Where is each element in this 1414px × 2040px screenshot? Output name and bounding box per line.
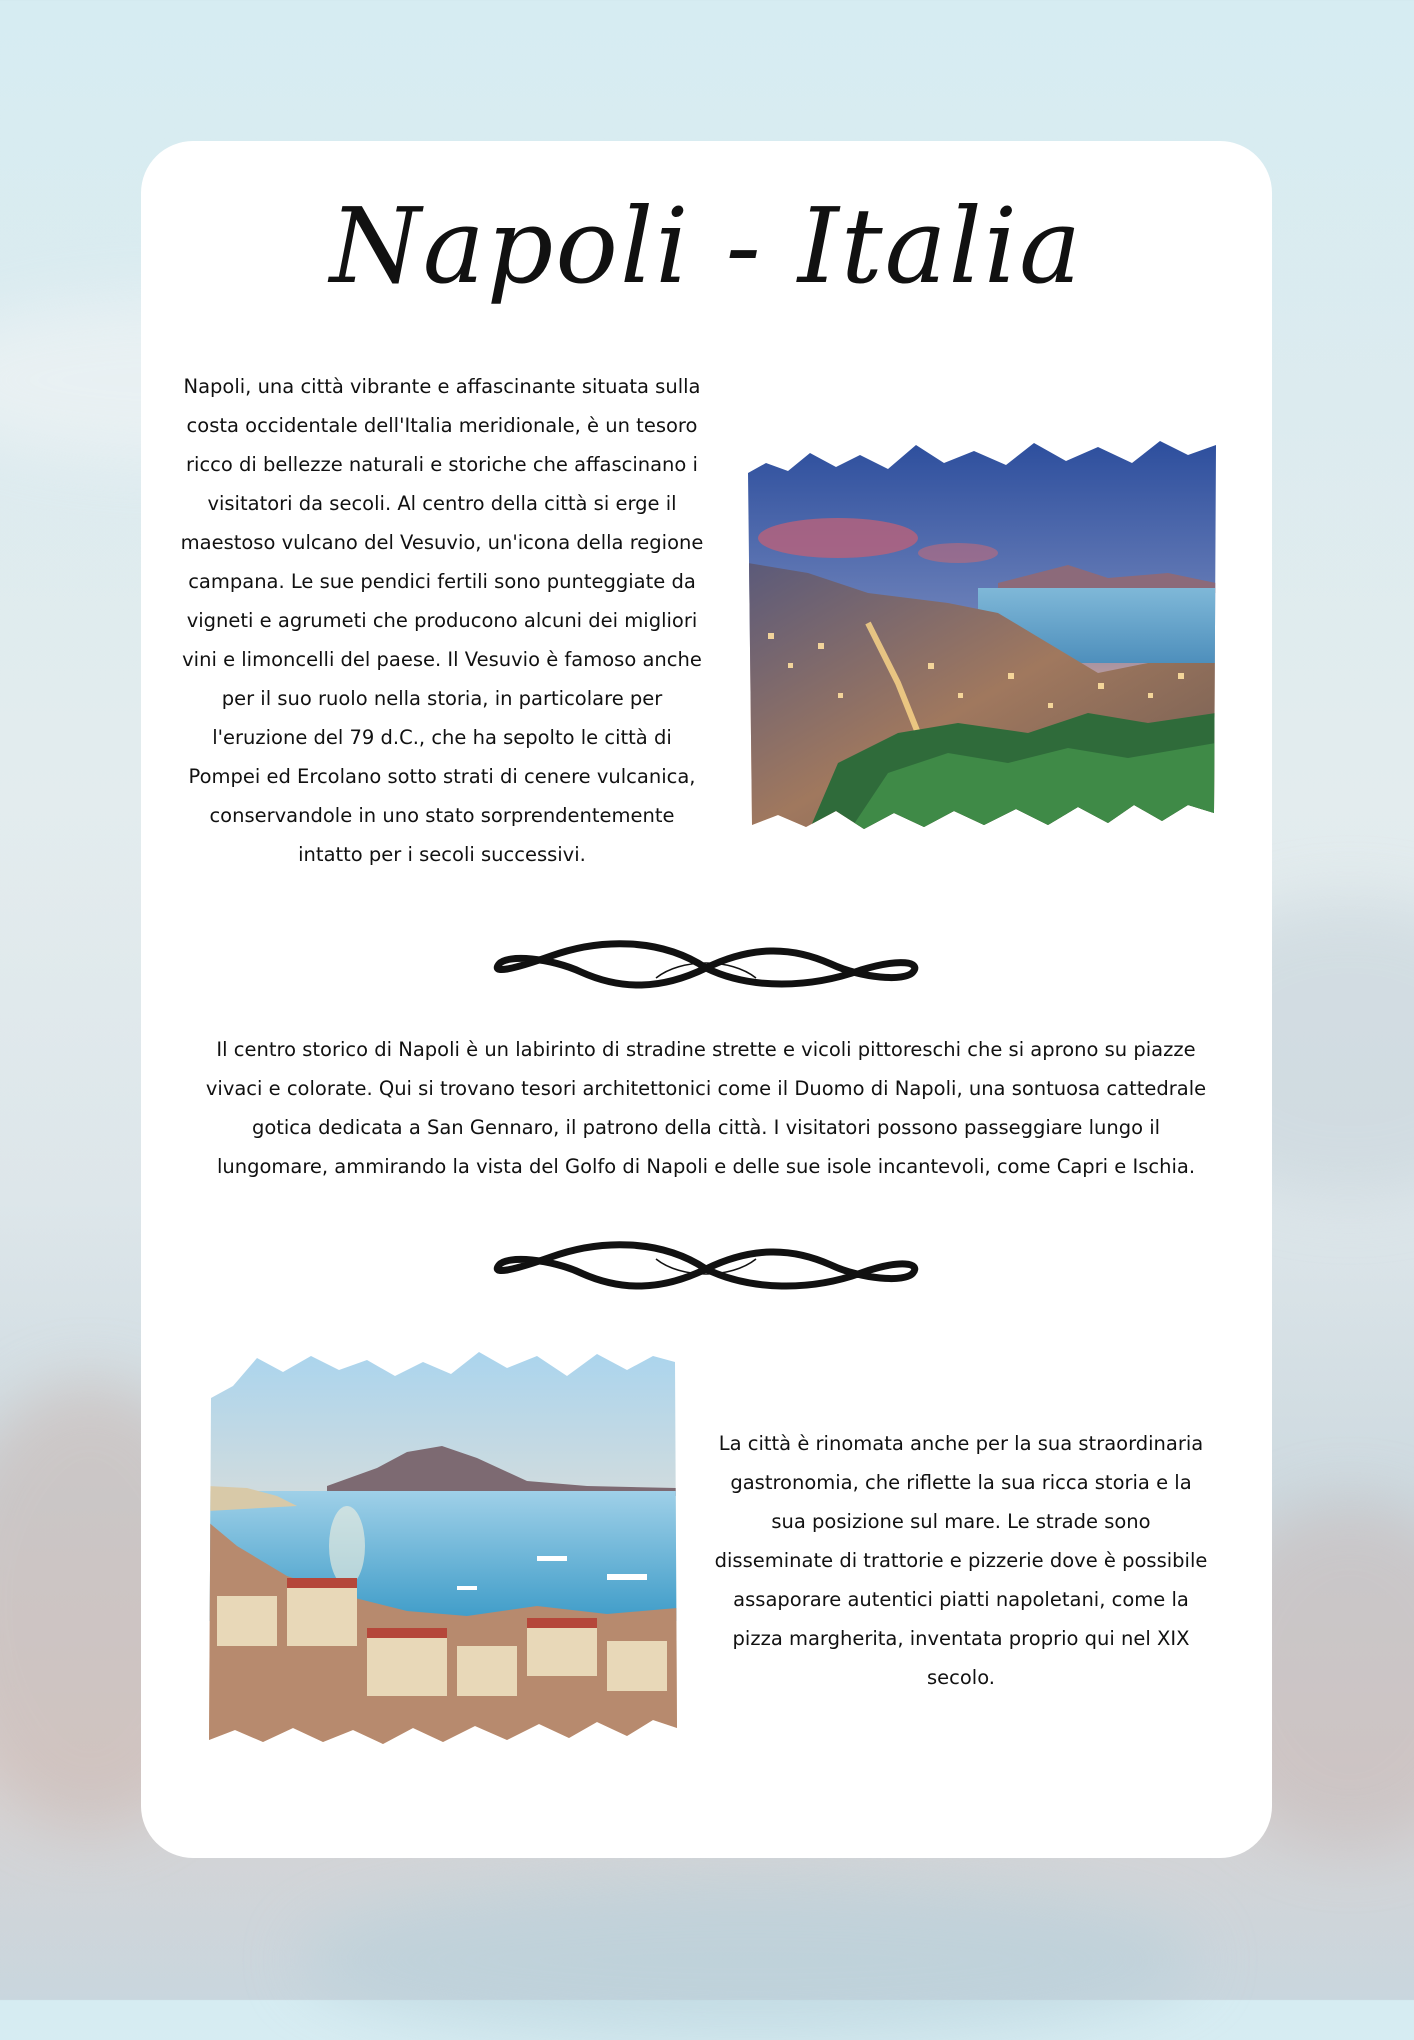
- content-card: [141, 141, 1272, 1858]
- ornamental-divider: [491, 1239, 921, 1299]
- historic-center-paragraph: Il centro storico di Napoli è un labirinto di stradine strette e vicoli pittoreschi che si aprono su piazze vivaci e colorate. Qui si trovano tesori architettonici come il Duomo di Napoli, una sontuosa cattedrale gotica dedicata a San Gennaro, il patrono della città. I visitatori possono passeggiare lungo il lungomare, ammirando la vista del Golfo di Napoli e delle sue isole incantevoli, come Capri e Ischia.: [205, 1038, 1207, 1178]
- gulf-vesuvius-photo: [207, 1346, 677, 1746]
- gastronomy-paragraph: La città è rinomata anche per la sua straordinaria gastronomia, che riflette la sua ricca storia e la sua posizione sul mare. Le strade sono disseminate di trattorie e pizzerie dove è possibile assaporare autentici piatti napoletani, come la pizza margherita, inventata proprio qui nel XIX secolo.: [714, 1432, 1208, 1689]
- ornamental-divider: [491, 938, 921, 998]
- naples-night-photo: [748, 433, 1216, 833]
- intro-paragraph: Napoli, una città vibrante e affascinante situata sulla costa occidentale dell'Italia meridionale, è un tesoro ricco di bellezze naturali e storiche che affascinano i visitatori da secoli. Al centro della città si erge il maestoso vulcano del Vesuvio, un'icona della regione campana. Le sue pendici fertili sono punteggiate da vigneti e agrumeti che producono alcuni dei migliori vini e limoncelli del paese. Il Vesuvio è famoso anche per il suo ruolo nella storia, in particolare per l'eruzione del 79 d.C., che ha sepolto le città di Pompei ed Ercolano sotto strati di cenere vulcanica, conservandole in uno stato sorprendentemente intatto per i secoli successivi.: [180, 375, 704, 866]
- page-title: Napoli - Italia: [329, 185, 1084, 307]
- background-sea: [300, 1880, 1200, 2040]
